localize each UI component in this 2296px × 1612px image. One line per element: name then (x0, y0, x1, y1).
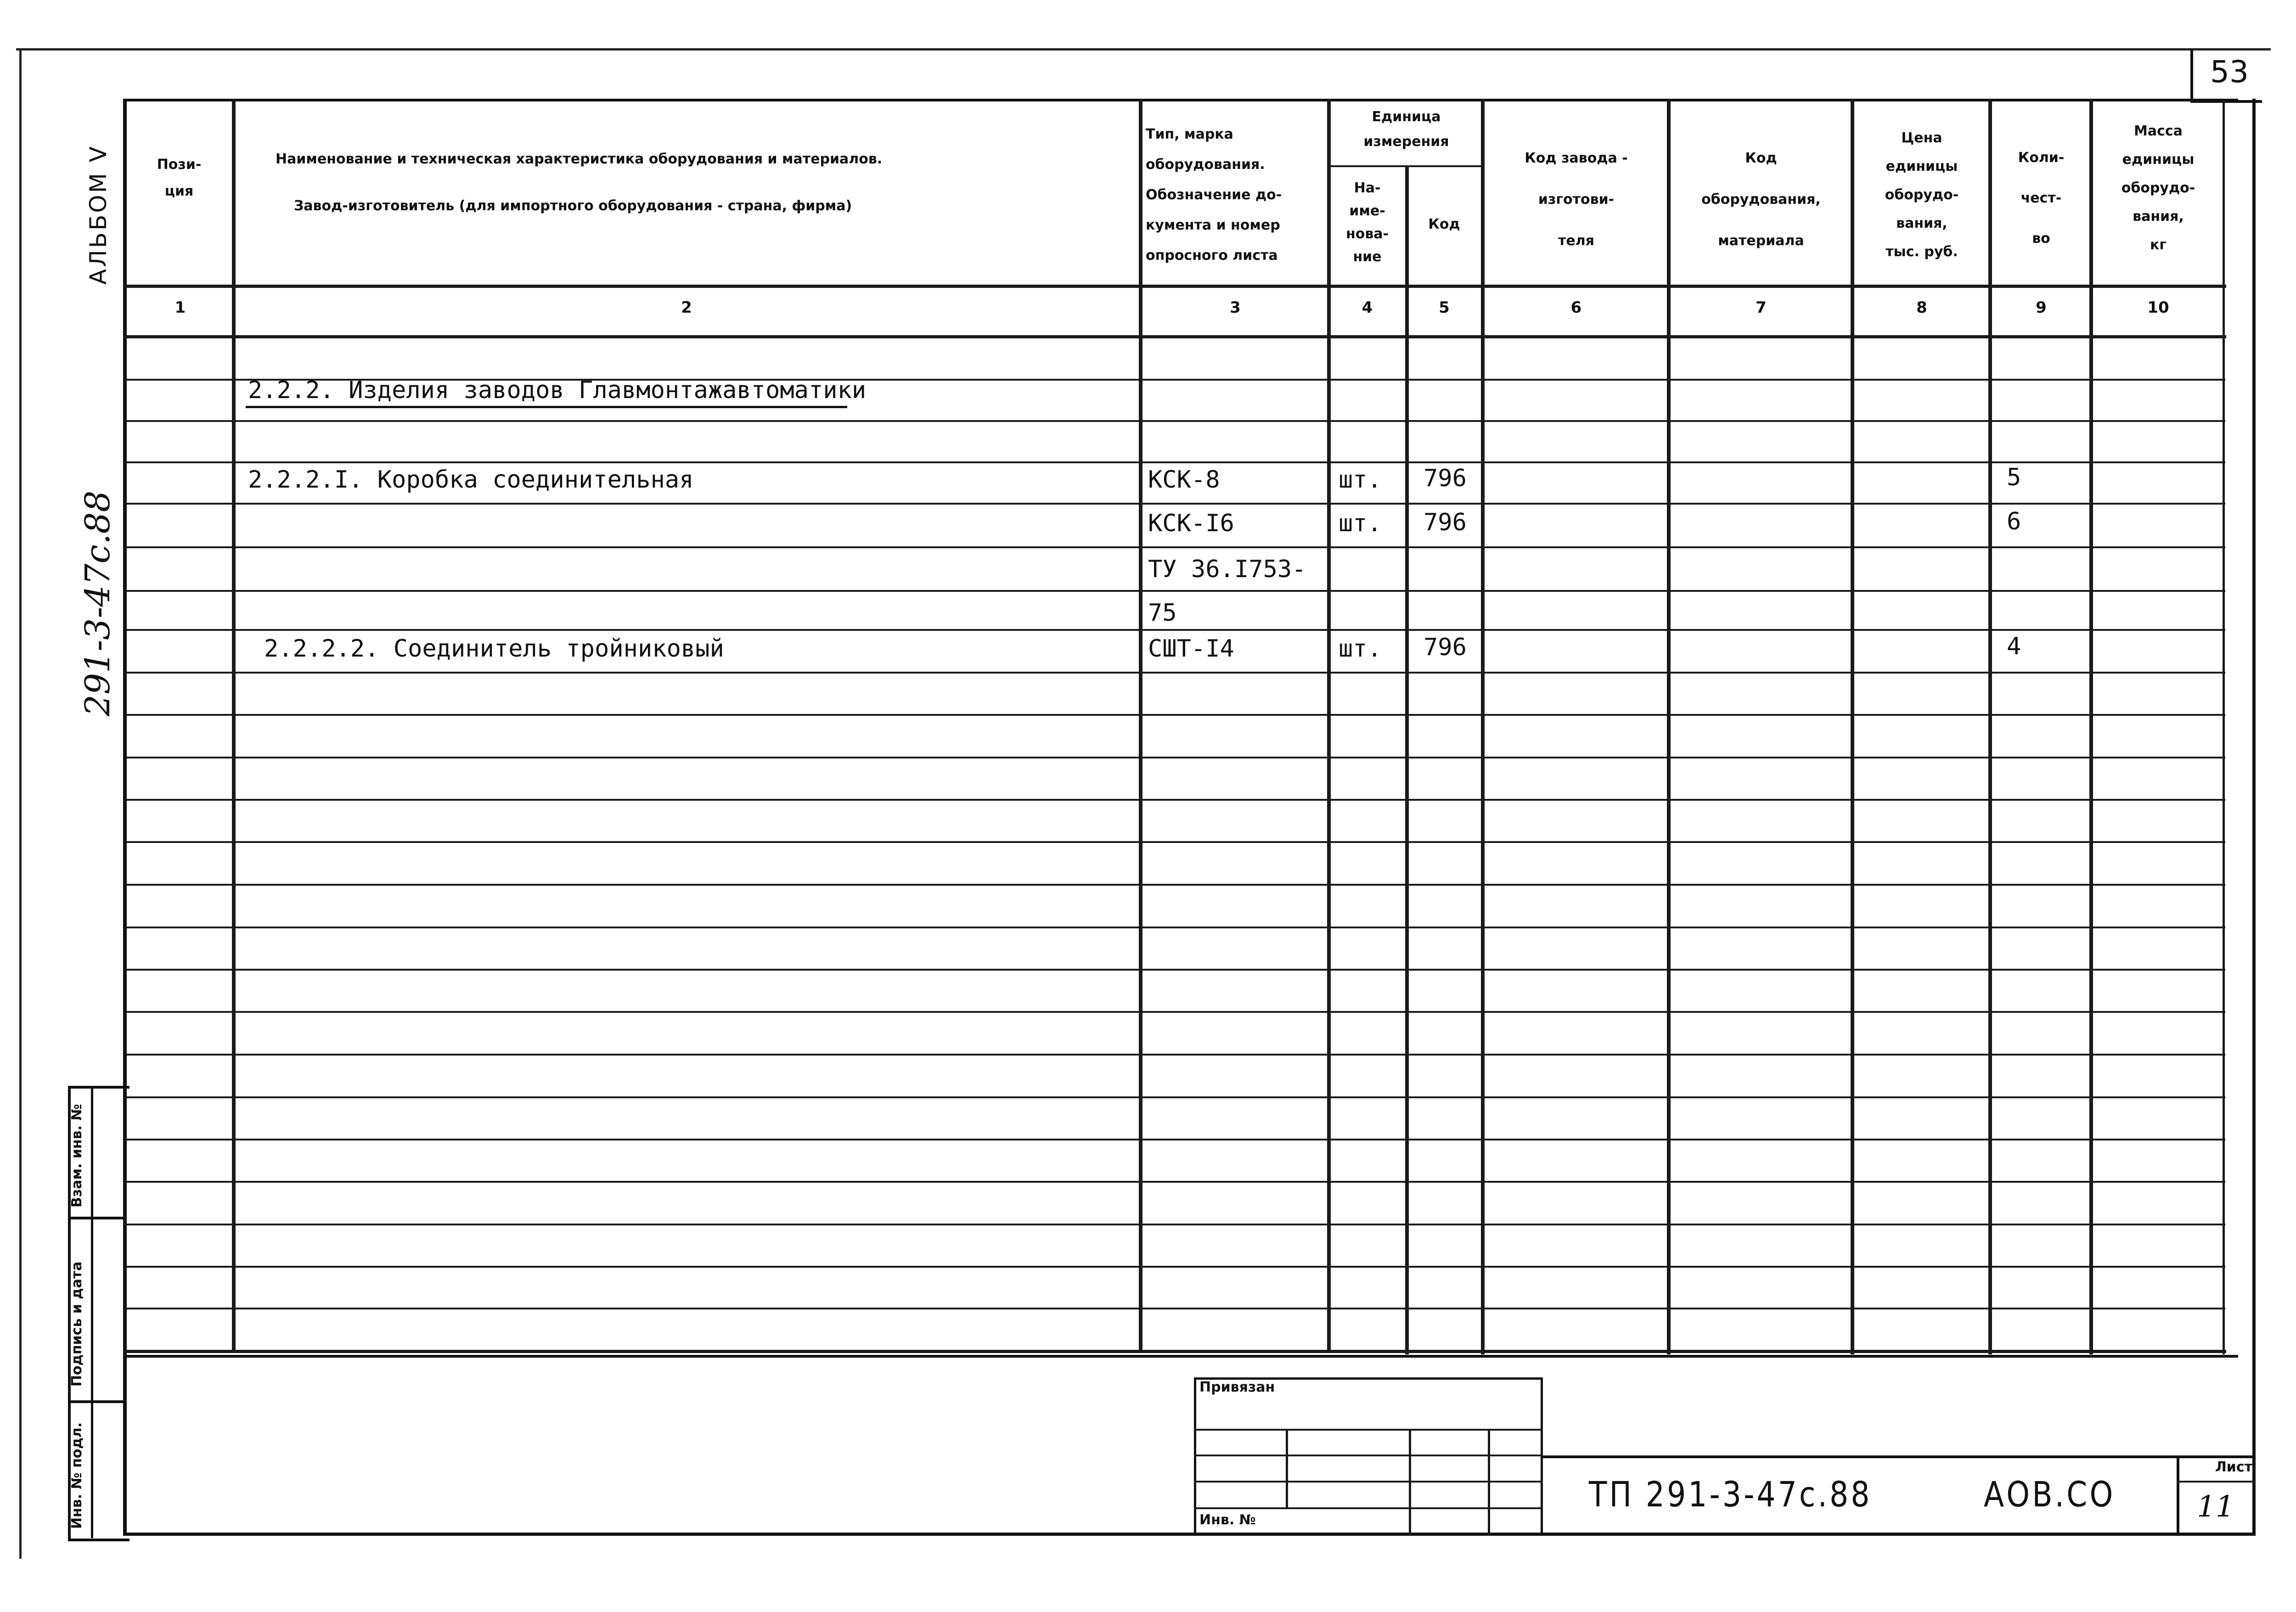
row2-code: 796 (1424, 509, 1467, 536)
row5-code: 796 (1424, 634, 1467, 661)
row1-unit: шт. (1339, 466, 1382, 494)
privyazan-col-3 (1488, 1429, 1490, 1536)
header-quantity: Коли- чест- во (2018, 150, 2065, 247)
privyazan-col-1 (1286, 1429, 1288, 1508)
row1-code: 796 (1424, 465, 1467, 492)
table-row-line (127, 461, 2225, 463)
section-title: 2.2.2. Изделия заводов Главмонтажавтоматики (248, 376, 867, 404)
page-number: 53 (2210, 54, 2249, 90)
header-price: Цена единицы оборудо- вания, тыс. руб. (1885, 130, 1959, 260)
header-mass: Масса единицы оборудо- вания, кг (2121, 123, 2195, 253)
colnum-1: 1 (174, 298, 186, 317)
table-row-line (127, 1139, 2225, 1140)
header-position: Пози- ция (157, 157, 202, 199)
table-row-line (127, 1224, 2225, 1225)
header-unit-code: Код (1428, 216, 1460, 232)
colnum-3: 3 (1230, 298, 1241, 317)
table-row-line (127, 799, 2225, 801)
colnum-5: 5 (1439, 298, 1450, 317)
privyazan-line-1 (1194, 1429, 1543, 1431)
table-row-line (127, 969, 2225, 971)
row2-unit: шт. (1339, 510, 1382, 537)
row1-type: КСК-8 (1148, 466, 1220, 494)
row1-qty: 5 (2007, 464, 2021, 491)
section-title-underline (246, 406, 847, 408)
label-vzam-inv: Взам. инв. № (69, 1104, 85, 1208)
table-row-line (127, 1308, 2225, 1309)
bottom-frame-line (123, 1533, 2256, 1536)
row5-qty: 4 (2007, 633, 2021, 660)
sheet-box-divider (2177, 1481, 2256, 1483)
sheet-number: 11 (2197, 1490, 2234, 1524)
row2-type: КСК-I6 (1148, 510, 1234, 537)
row5-name: 2.2.2.2. Соединитель тройниковый (264, 635, 724, 663)
header-name-line1: Наименование и техническая характеристика оборудования и материалов. (276, 151, 883, 167)
header-name-line2: Завод-изготовитель (для импортного оборудования - страна, фирма) (294, 198, 852, 214)
sheet-label: Лист (2215, 1459, 2252, 1475)
table-row-line (127, 420, 2225, 422)
outer-frame-right (2252, 99, 2256, 1536)
privyazan-line-3 (1194, 1481, 1543, 1483)
unit-subheader-line (1327, 165, 1483, 167)
table-row-line (127, 1011, 2225, 1013)
table-row-line (127, 1266, 2225, 1268)
doc-code: ТП 291-3-47с.88 (1589, 1474, 1872, 1515)
colnum-10: 10 (2147, 298, 2169, 317)
header-material-code: Код оборудования, материала (1701, 150, 1821, 249)
inv-no-label: Инв. № (1199, 1512, 1256, 1528)
col-line-4 (1405, 165, 1409, 1354)
colnum-9: 9 (2036, 298, 2047, 317)
table-bottom-line (123, 1350, 2226, 1353)
left-stamp-divider-2 (68, 1400, 127, 1403)
outer-frame-left (19, 48, 22, 1559)
row2-qty: 6 (2007, 508, 2021, 535)
colnum-6: 6 (1570, 298, 1582, 317)
table-row-line (127, 590, 2225, 592)
table-row-line (127, 1181, 2225, 1183)
outer-frame-top (16, 48, 2271, 51)
table-row-line (127, 757, 2225, 758)
left-stamp-divider-1 (68, 1217, 127, 1219)
header-unit-group: Единица измерения (1363, 109, 1449, 150)
row4-type: 75 (1148, 599, 1177, 627)
privyazan-line-4 (1194, 1507, 1543, 1509)
colnum-bottom-line (123, 335, 2226, 338)
doc-mark: АОВ.СО (1984, 1474, 2116, 1515)
header-factory-code: Код завода - изготови- теля (1525, 150, 1628, 249)
header-unit-name: На- име- нова- ние (1345, 180, 1389, 265)
label-inv-podl: Инв. № подл. (69, 1422, 85, 1529)
colnum-8: 8 (1916, 298, 1927, 317)
table-row-line (127, 546, 2225, 548)
left-stamp-divider-v (91, 1086, 93, 1538)
album-code-handwritten: 291-3-47с.88 (78, 490, 118, 716)
table-row-line (127, 672, 2225, 674)
row3-type: ТУ 36.I753- (1148, 556, 1306, 583)
header-bottom-line (123, 285, 2226, 288)
colnum-4: 4 (1362, 298, 1373, 317)
privyazan-line-2 (1194, 1455, 1543, 1456)
table-row-line (127, 1096, 2225, 1098)
privyazan-label: Привязан (1199, 1379, 1275, 1395)
table-row-line (127, 1054, 2225, 1056)
row1-name: 2.2.2.I. Коробка соединительная (248, 466, 694, 494)
title-block-top (1543, 1455, 2256, 1458)
album-label: АЛЬБОМ V (85, 145, 112, 285)
label-podpis-data: Подпись и дата (69, 1261, 85, 1387)
row5-type: СШТ-I4 (1148, 635, 1234, 663)
table-row-line (127, 927, 2225, 928)
table-row-line (127, 841, 2225, 843)
table-row-line (127, 714, 2225, 716)
colnum-7: 7 (1756, 298, 1767, 317)
colnum-2: 2 (681, 298, 692, 317)
table-row-line (127, 884, 2225, 886)
row5-unit: шт. (1339, 635, 1382, 663)
table-row-line (127, 629, 2225, 631)
table-row-line (127, 503, 2225, 505)
header-type: Тип, марка оборудования. Обозначение до- кумента и номер опросного листа (1146, 126, 1282, 264)
privyazan-col-2 (1409, 1429, 1411, 1536)
